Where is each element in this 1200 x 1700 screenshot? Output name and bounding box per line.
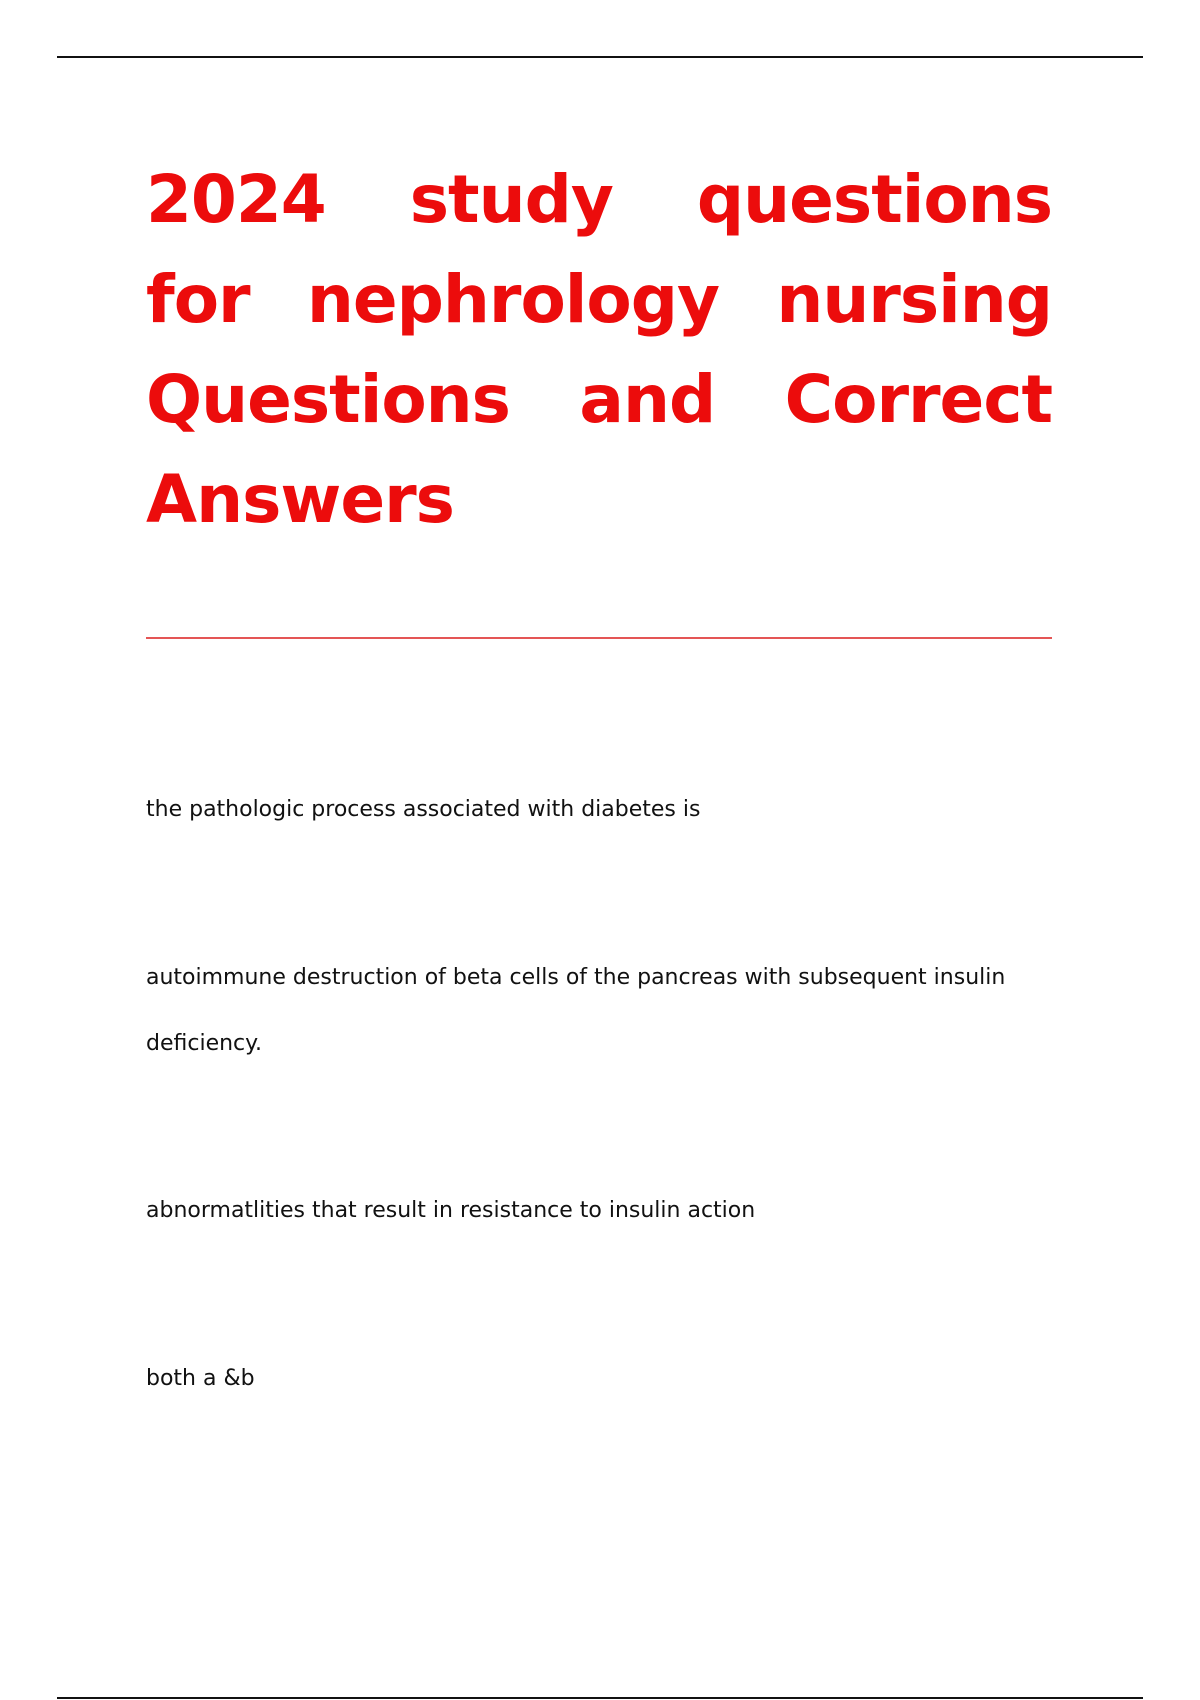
document-title: 2024 study questions for nephrology nursing Questions and Correct Answers (146, 161, 1052, 538)
answer-option-2: abnormatlities that result in resistance to insulin action (146, 1198, 756, 1223)
title-divider (146, 637, 1052, 639)
bottom-page-rule (57, 1697, 1143, 1699)
answer-option-1: autoimmune destruction of beta cells of the pancreas with subsequent insulin deficiency. (146, 965, 1006, 1056)
question-text: the pathologic process associated with diabetes is (146, 797, 701, 822)
top-page-rule (57, 56, 1143, 58)
answer-option-3: both a &b (146, 1366, 255, 1391)
